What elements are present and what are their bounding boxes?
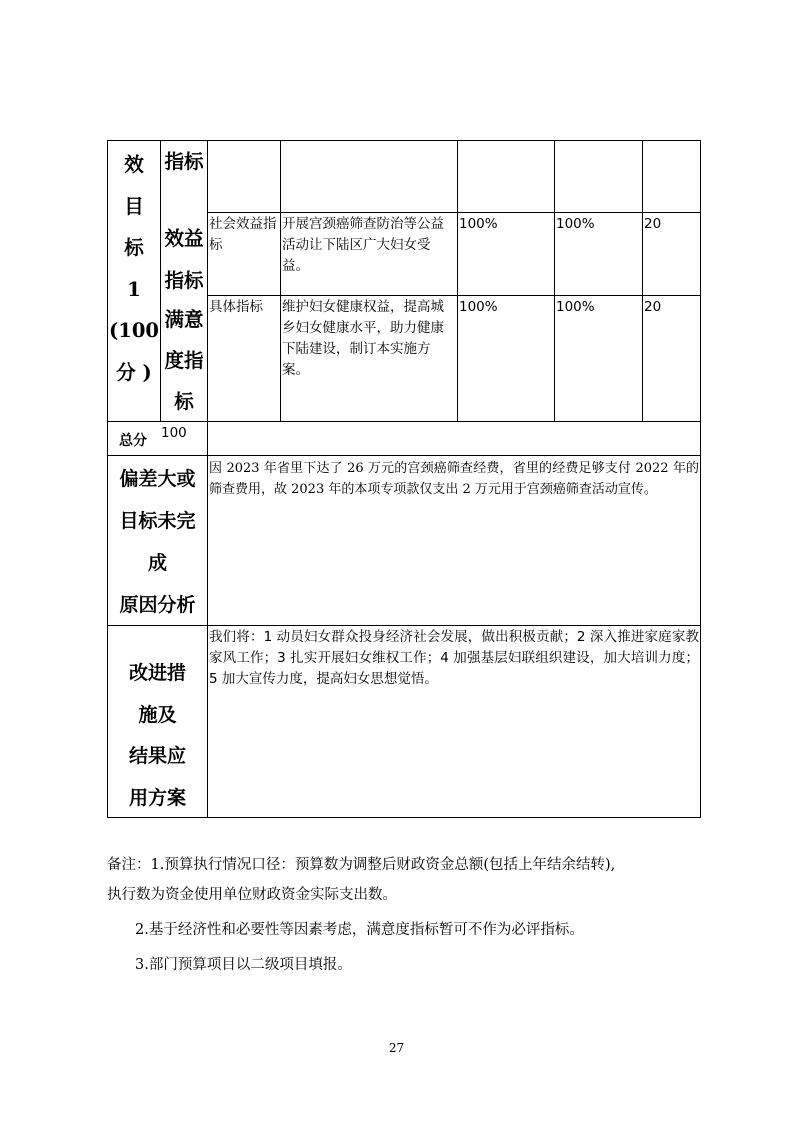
row-level2-label: 满意度指标 bbox=[164, 308, 204, 413]
row-level2-label: 指标 bbox=[164, 150, 204, 173]
row-content: 开展宫颈癌筛查防治等公益活动让下陆区广大妇女受益。 bbox=[282, 216, 444, 274]
note-line: 3.部门预算项目以二级项目填报。 bbox=[135, 957, 352, 973]
note-line: 备注：1.预算执行情况口径：预算数为调整后财政资金总额(包括上年结余结转), bbox=[107, 857, 616, 873]
table-border-top bbox=[107, 140, 701, 141]
row-content: 维护妇女健康权益，提高城乡妇女健康水平，助力健康下陆建设，制订本实施方案。 bbox=[282, 299, 444, 378]
deviation-label: 偏差大或 目标未完 成 原因分析 bbox=[119, 468, 196, 616]
row-score: 20 bbox=[644, 216, 662, 232]
note-line: 执行数为资金使用单位财政资金实际支出数。 bbox=[107, 887, 397, 903]
improvement-measures: 我们将：1 动员妇女群众投身经济社会发展，做出积极贡献；2 深入推进家庭家教家风工作；3 扎实开展妇女维权工作；4 加强基层妇联组织建设，加大培训力度；5 加大宣传力度，提高妇女思想觉悟。 bbox=[209, 629, 699, 687]
goal-label: 效 目 标 1 (100 分 ) bbox=[109, 153, 159, 384]
improvement-label: 改进措 施及 结果应 用方案 bbox=[128, 662, 186, 809]
performance-table bbox=[107, 140, 701, 818]
row-level3-label: 具体指标 bbox=[209, 299, 263, 315]
row-target: 100% bbox=[459, 299, 498, 315]
row-level2-label: 效益指标 bbox=[164, 227, 204, 292]
total-value: 100 bbox=[161, 425, 187, 441]
row-actual: 100% bbox=[556, 299, 595, 315]
page-number: 27 bbox=[388, 1041, 405, 1055]
row-level3-label: 社会效益指标 bbox=[209, 216, 277, 253]
row-actual: 100% bbox=[556, 216, 595, 232]
total-label: 总分 bbox=[119, 433, 147, 449]
row-score: 20 bbox=[644, 299, 662, 315]
row-target: 100% bbox=[459, 216, 498, 232]
deviation-analysis: 因 2023 年省里下达了 26 万元的宫颈癌筛查经费，省里的经费足够支付 2022 年的筛查费用，故 2023 年的本项专项款仅支出 2 万元用于宫颈癌筛查活动宣传。 bbox=[209, 461, 699, 497]
table-border-right bbox=[700, 140, 701, 818]
table-border-bottom bbox=[107, 817, 701, 818]
grid-line bbox=[107, 455, 701, 456]
note-line: 2.基于经济性和必要性等因素考虑，满意度指标暂可不作为必评指标。 bbox=[135, 922, 584, 938]
